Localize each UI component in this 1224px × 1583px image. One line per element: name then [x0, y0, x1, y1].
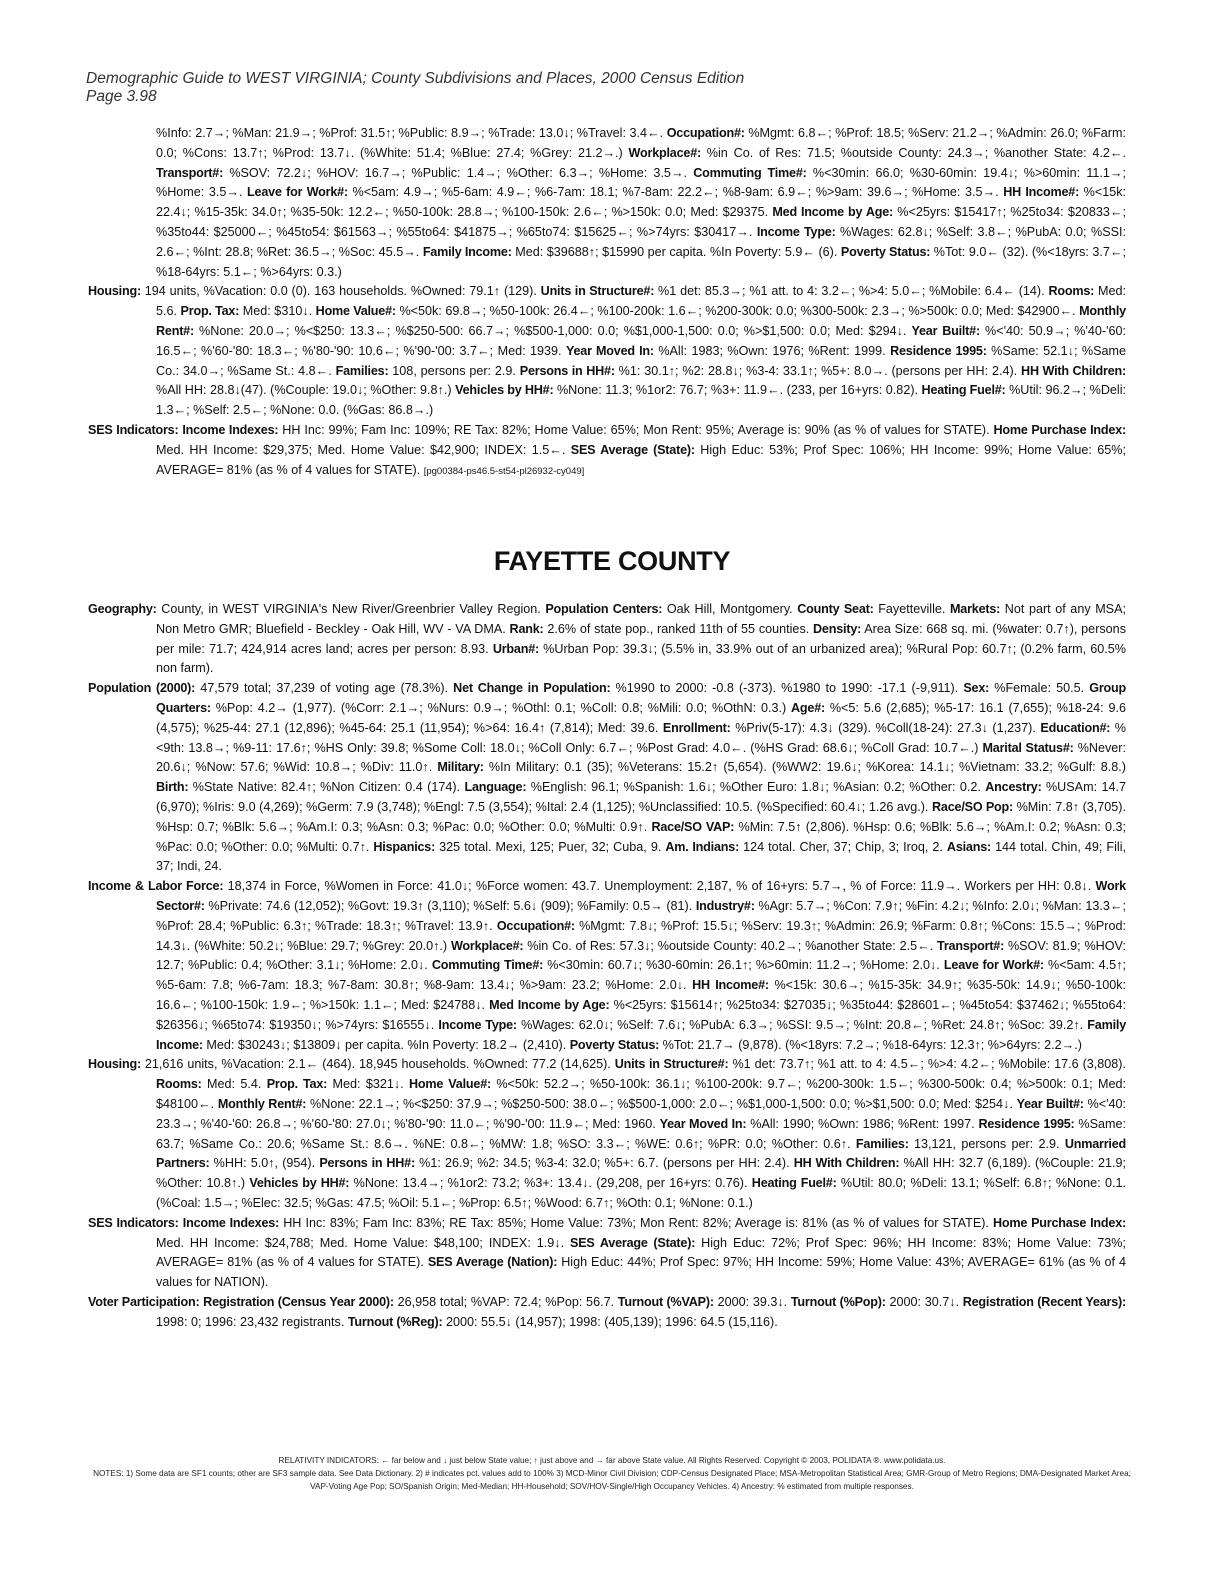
relativity-indicators: RELATIVITY INDICATORS: ← far below and ↓ just below State value; ↑ just above and → far above State value. All Rights Reserved. Copyright © 2003, POLIDATA ®. www.polidata.us. [278, 1456, 946, 1465]
guide-title: Demographic Guide to WEST VIRGINIA; County Subdivisions and Places, 2000 Census Edition [86, 70, 745, 87]
record-reference: [pg00384-ps46.5-st54-pl26932-cy049] [423, 465, 585, 477]
population-entry: Population (2000): 47,579 total; 37,239 of voting age (78.3%). Net Change in Population: %1990 to 2000: -0.8 (-373). %1980 to 1990: -17.1 (-9,911). Sex: %Female: 50.5. Group Quarters: %Pop: 4.2→ (1,977). (%Corr: 2.1→; %Nurs: 0.9→; %Othl: 0.1; %Coll: 0.8; %Mili: 0.0; %OthN: 0.3.) Age#: %<5: 5.6 (2,685); %5-17: 16.1 (7,655); %18-24: 9.6 (4,575); %25-44: 27.1 (12,896); %45-64: 25.1 (11,954); %>64: 16.4↑ (7,814); Med: 39.6. Enrollment: %Priv(5-17): 4.3↓ (329). %Coll(18-24): 27.3↓ (1,237). Education#: %<9th: 13.8→; %9-11: 17.6↑; %HS Only: 39.8; %Some Coll: 18.0↓; %Coll Only: 6.7←; %Post Grad: 4.0←. (%HS Grad: 68.6↓; %Coll Grad: 10.7←.) Marital Status#: %Never: 20.6↓; %Now: 57.6; %Wid: 10.8→; %Div: 11.0↑. Military: %In Military: 0.1 (35); %Veterans: 15.2↑ (5,654). (%WW2: 19.6↓; %Korea: 14.1↓; %Vietnam: 33.2; %Gulf: 8.8.) Birth: %State Native: 82.4↑; %Non Citizen: 0.4 (174). Language: %English: 96.1; %Spanish: 1.6↓; %Other Euro: 1.8↓; %Asian: 0.2; %Other: 0.2. Ancestry: %USAm: 14.7 (6,970); %Iris: 9.0 (4,269); %Germ: 7.9 (3,748); %Engl: 7.5 (3,554); %Ital: 2.4 (1,125); %Unclassified: 10.5. (%Specified: 60.4↓; 1.26 avg.). Race/SO Pop: %Min: 7.8↑ (3,705). %Hsp: 0.7; %Blk: 5.6→; %Am.I: 0.3; %Asn: 0.3; %Pac: 0.0; %Other: 0.0; %Multi: 0.9↑. Race/SO VAP: %Min: 7.5↑ (2,806). %Hsp: 0.6; %Blk: 5.6→; %Am.I: 0.2; %Asn: 0.3; %Pac: 0.0; %Other: 0.0; %Multi: 0.7↑. Hispanics: 325 total. Mexi, 125; Puer, 32; Cuba, 9. Am. Indians: 124 total. Cher, 37; Chip, 3; Iroq, 2. Asians: 144 total. Chin, 49; Fili, 37; Indi, 24. [88, 681, 1126, 874]
county-section [0, 600, 1224, 1332]
county-title: FAYETTE COUNTY [493, 546, 731, 576]
geography-entry: Geography: County, in WEST VIRGINIA's New River/Greenbrier Valley Region. Population Centers: Oak Hill, Montgomery. County Seat: Fayetteville. Markets: Not part of any MSA; Non Metro GMR; Bluefield - Beckley - Oak Hill, WV - VA DMA. Rank: 2.6% of state pop., ranked 11th of 55 counties. Density: Area Size: 668 sq. mi. (%water: 0.7↑), persons per mile: 71.7; 424,914 acres land; acres per person: 8.93. Urban#: %Urban Pop: 39.3↓; (5.5% in, 33.9% out of an urbanized area); %Rural Pop: 60.7↑; (0.2% farm, 60.5% non farm). [88, 602, 1127, 676]
document-header [86, 70, 1146, 106]
income-labor-continuation: %Info: 2.7→; %Man: 21.9→; %Prof: 31.5↑; %Public: 8.9→; %Trade: 13.0↓; %Travel: 3.4←. Occupation#: %Mgmt: 6.8←; %Prof: 18.5; %Serv: 21.2→; %Admin: 26.0; %Farm: 0.0; %Cons: 13.7↑; %Prod: 13.7↓. (%White: 51.4; %Blue: 27.4; %Grey: 21.2→.) Workplace#: %in Co. of Res: 71.5; %outside County: 24.3→; %another State: 4.2←. Transport#: %SOV: 72.2↓; %HOV: 16.7→; %Public: 1.4→; %Other: 6.3→; %Home: 3.5→. Commuting Time#: %<30min: 66.0; %30-60min: 19.4↓; %>60min: 11.1→; %Home: 3.5→. Leave for Work#: %<5am: 4.9→; %5-6am: 4.9←; %6-7am: 18.1; %7-8am: 22.2←; %8-9am: 6.9←; %>9am: 39.6→; %Home: 3.5→. HH Income#: %<15k: 22.4↓; %15-35k: 34.0↑; %35-50k: 12.2←; %50-100k: 28.8→; %100-150k: 2.6←; %>150k: 0.0; Med: $29375. Med Income by Age: %<25yrs: $15417↑; %25to34: $20833←; %35to44: $25000←; %45to54: $61563→; %55to64: $41875→; %65to74: $15625←; %>74yrs: $30417→. Income Type: %Wages: 62.8↓; %Self: 3.8←; %PubA: 0.0; %SSI: 2.6←; %Int: 28.8; %Ret: 36.5→; %Soc: 45.5→. Family Income: Med: $39688↑; $15990 per capita. %In Poverty: 5.9← (6). Poverty Status: %Tot: 9.0← (32). (%<18yrs: 3.7←; %18-64yrs: 5.1←; %>64yrs: 0.3.) [156, 126, 1127, 279]
income-labor-entry: Income & Labor Force: 18,374 in Force, %Women in Force: 41.0↓; %Force women: 43.7. Unemployment: 2,187, % of 16+yrs: 5.7→, % of Force: 11.9→. Workers per HH: 0.8↓. Work Sector#: %Private: 74.6 (12,052); %Govt: 19.3↑ (3,110); %Self: 5.6↓ (909); %Family: 0.5→ (81). Industry#: %Agr: 5.7→; %Con: 7.9↑; %Fin: 4.2↓; %Info: 2.0↓; %Man: 13.3←; %Prof: 28.4; %Public: 6.3↑; %Trade: 18.3↑; %Travel: 13.9↑. Occupation#: %Mgmt: 7.8↓; %Prof: 15.5↓; %Serv: 19.3↑; %Admin: 26.9; %Farm: 0.8↑; %Cons: 15.5→; %Prod: 14.3↓. (%White: 50.2↓; %Blue: 29.7; %Grey: 20.0↑.) Workplace#: %in Co. of Res: 57.3↓; %outside County: 40.2→; %another State: 2.5←. Transport#: %SOV: 81.9; %HOV: 12.7; %Public: 0.4; %Other: 3.1↓; %Home: 2.0↓. Commuting Time#: %<30min: 60.7↓; %30-60min: 26.1↑; %>60min: 11.2→; %Home: 2.0↓. Leave for Work#: %<5am: 4.5↑; %5-6am: 7.8; %6-7am: 18.3; %7-8am: 30.8↑; %8-9am: 13.4↓; %>9am: 23.2; %Home: 2.0↓. HH Income#: %<15k: 30.6→; %15-35k: 34.9↑; %35-50k: 14.9↓; %50-100k: 16.6←; %100-150k: 1.9←; %>150k: 1.1←; Med: $24788↓. Med Income by Age: %<25yrs: $15614↑; %25to34: $27035↓; %35to44: $28601←; %45to54: $37462↓; %55to64: $26356↓; %65to74: $19350↓; %>74yrs: $16555↓. Income Type: %Wages: 62.0↓; %Self: 7.6↓; %PubA: 6.3→; %SSI: 9.5→; %Int: 20.8←; %Ret: 24.8↑; %Soc: 39.2↑. Family Income: Med: $30243↓; $13809↓ per capita. %In Poverty: 18.2→ (2,410). Poverty Status: %Tot: 21.7→ (9,878). (%<18yrs: 7.2→; %18-64yrs: 12.3↑; %>64yrs: 2.2→.) [88, 879, 1127, 1052]
page-number: Page 3.98 [86, 88, 157, 105]
previous-place-section [0, 124, 1224, 481]
housing-entry: Housing: 194 units, %Vacation: 0.0 (0). 163 households. %Owned: 79.1↑ (129). Units in Structure#: %1 det: 85.3→; %1 att. to 4: 3.2←; %>4: 5.0←; %Mobile: 6.4← (14). Rooms: Med: 5.6. Prop. Tax: Med: $310↓. Home Value#: %<50k: 69.8→; %50-100k: 26.4←; %100-200k: 1.6←; %200-300k: 0.0; %300-500k: 2.3→; %>500k: 0.0; Med: $42900←. Monthly Rent#: %None: 20.0→; %<$250: 13.3←; %$250-500: 66.7→; %$500-1,000: 0.0; %$1,000-1,500: 0.0; %>$1,500: 0.0; Med: $294↓. Year Built#: %<'40: 50.9→; %'40-'60: 16.5←; %'60-'80: 18.3←; %'80-'90: 10.6←; %'90-'00: 3.7←; Med: 1939. Year Moved In: %All: 1983; %Own: 1976; %Rent: 1999. Residence 1995: %Same: 52.1↓; %Same Co.: 34.0→; %Same St.: 4.8←. Families: 108, persons per: 2.9. Persons in HH#: %1: 30.1↑; %2: 28.8↓; %3-4: 33.1↑; %5+: 8.0→. (persons per HH: 2.4). HH With Children: %All HH: 28.8↓(47). (%Couple: 19.0↓; %Other: 9.8↑.) Vehicles by HH#: %None: 11.3; %1or2: 76.7; %3+: 11.9←. (233, per 16+yrs: 0.82). Heating Fuel#: %Util: 96.2→; %Deli: 1.3←; %Self: 2.5←; %None: 0.0. (%Gas: 86.8→.) [88, 284, 1127, 418]
county-ses-entry: SES Indicators: Income Indexes: HH Inc: 83%; Fam Inc: 83%; RE Tax: 85%; Home Value: 73%; Mon Rent: 82%; Average is: 81% (as % of values for STATE). Home Purchase Index: Med. HH Income: $24,788; Med. Home Value: $48,100; INDEX: 1.9↓. SES Average (State): High Educ: 72%; Prof Spec: 96%; HH Income: 83%; Home Value: 73%; AVERAGE= 81% (as % of 4 values for STATE). SES Average (Nation): High Educ: 44%; Prof Spec: 97%; HH Income: 59%; Home Value: 43%; AVERAGE= 61% (as % of 4 values for NATION). [88, 1215, 1127, 1290]
ses-indicators-entry: SES Indicators: Income Indexes: HH Inc: 99%; Fam Inc: 109%; RE Tax: 82%; Home Value: 65%; Mon Rent: 95%; Average is: 90% (as % of values for STATE). Home Purchase Index: Med. HH Income: $29,375; Med. Home Value: $42,900; INDEX: 1.5←. SES Average (State): High Educ: 53%; Prof Spec: 106%; HH Income: 99%; Home Value: 65%; AVERAGE= 81% (as % of 4 values for STATE). [pg00384-ps46.5-st54-pl26932-cy049] [88, 422, 1127, 477]
county-housing-entry: Housing: 21,616 units, %Vacation: 2.1← (464). 18,945 households. %Owned: 77.2 (14,625). Units in Structure#: %1 det: 73.7↑; %1 att. to 4: 4.5←; %>4: 4.2←; %Mobile: 17.6 (3,808). Rooms: Med: 5.4. Prop. Tax: Med: $321↓. Home Value#: %<50k: 52.2→; %50-100k: 36.1↓; %100-200k: 9.7←; %200-300k: 1.5←; %300-500k: 0.4; %>500k: 0.1; Med: $48100←. Monthly Rent#: %None: 22.1→; %<$250: 37.9→; %$250-500: 38.0←; %$500-1,000: 2.0←; %$1,000-1,500: 0.0; %>$1,500: 0.0; Med: $254↓. Year Built#: %<'40: 23.3→; %'40-'60: 26.8→; %'60-'80: 27.0↓; %'80-'90: 11.0←; %'90-'00: 11.9←; Med: 1960. Year Moved In: %All: 1990; %Own: 1986; %Rent: 1997. Residence 1995: %Same: 63.7; %Same Co.: 20.6; %Same St.: 8.6→. %NE: 0.8←; %MW: 1.8; %SO: 3.3←; %WE: 0.6↑; %PR: 0.0; %Other: 0.6↑. Families: 13,121, persons per: 2.9. Unmarried Partners: %HH: 5.0↑, (954). Persons in HH#: %1: 26.9; %2: 34.5; %3-4: 32.0; %5+: 6.7. (persons per HH: 2.4). HH With Children: %All HH: 32.7 (6,189). (%Couple: 21.9; %Other: 10.8↑.) Vehicles by HH#: %None: 13.4→; %1or2: 73.2; %3+: 13.4↓. (29,208, per 16+yrs: 0.76). Heating Fuel#: %Util: 80.0; %Deli: 13.1; %Self: 6.8↑; %None: 0.1. (%Coal: 1.5→; %Elec: 32.5; %Gas: 47.5; %Oil: 5.1←; %Prop: 6.5↑; %Wood: 6.7↑; %Oth: 0.1; %None: 0.1.) [88, 1057, 1126, 1210]
footnotes: NOTES: 1) Some data are SF1 counts; other are SF3 sample data. See Data Dictionary. 2) # indicates pct. values add to 100% 3) MCD-Minor Civil Division; CDP-Census Designated Place; MSA-Metropolitan Statistical Area; GMR-Group of Metro Regions; DMA-Designated Market Area; VAP-Voting Age Pop; SO/Spanish Origin; Med-Median; HH-Household; SOV/HOV-Single/High Occupancy Vehicles. 4) Ancestry: % estimated from multiple responses. [93, 1469, 1131, 1491]
page-footer [90, 1454, 1134, 1493]
voter-participation-entry: Voter Participation: Registration (Census Year 2000): 26,958 total; %VAP: 72.4; %Pop: 56.7. Turnout (%VAP): 2000: 39.3↓. Turnout (%Pop): 2000: 30.7↓. Registration (Recent Years): 1998: 0; 1996: 23,432 registrants. Turnout (%Reg): 2000: 55.5↓ (14,957); 1998: (405,139); 1996: 64.5 (15,116). [88, 1294, 1126, 1329]
